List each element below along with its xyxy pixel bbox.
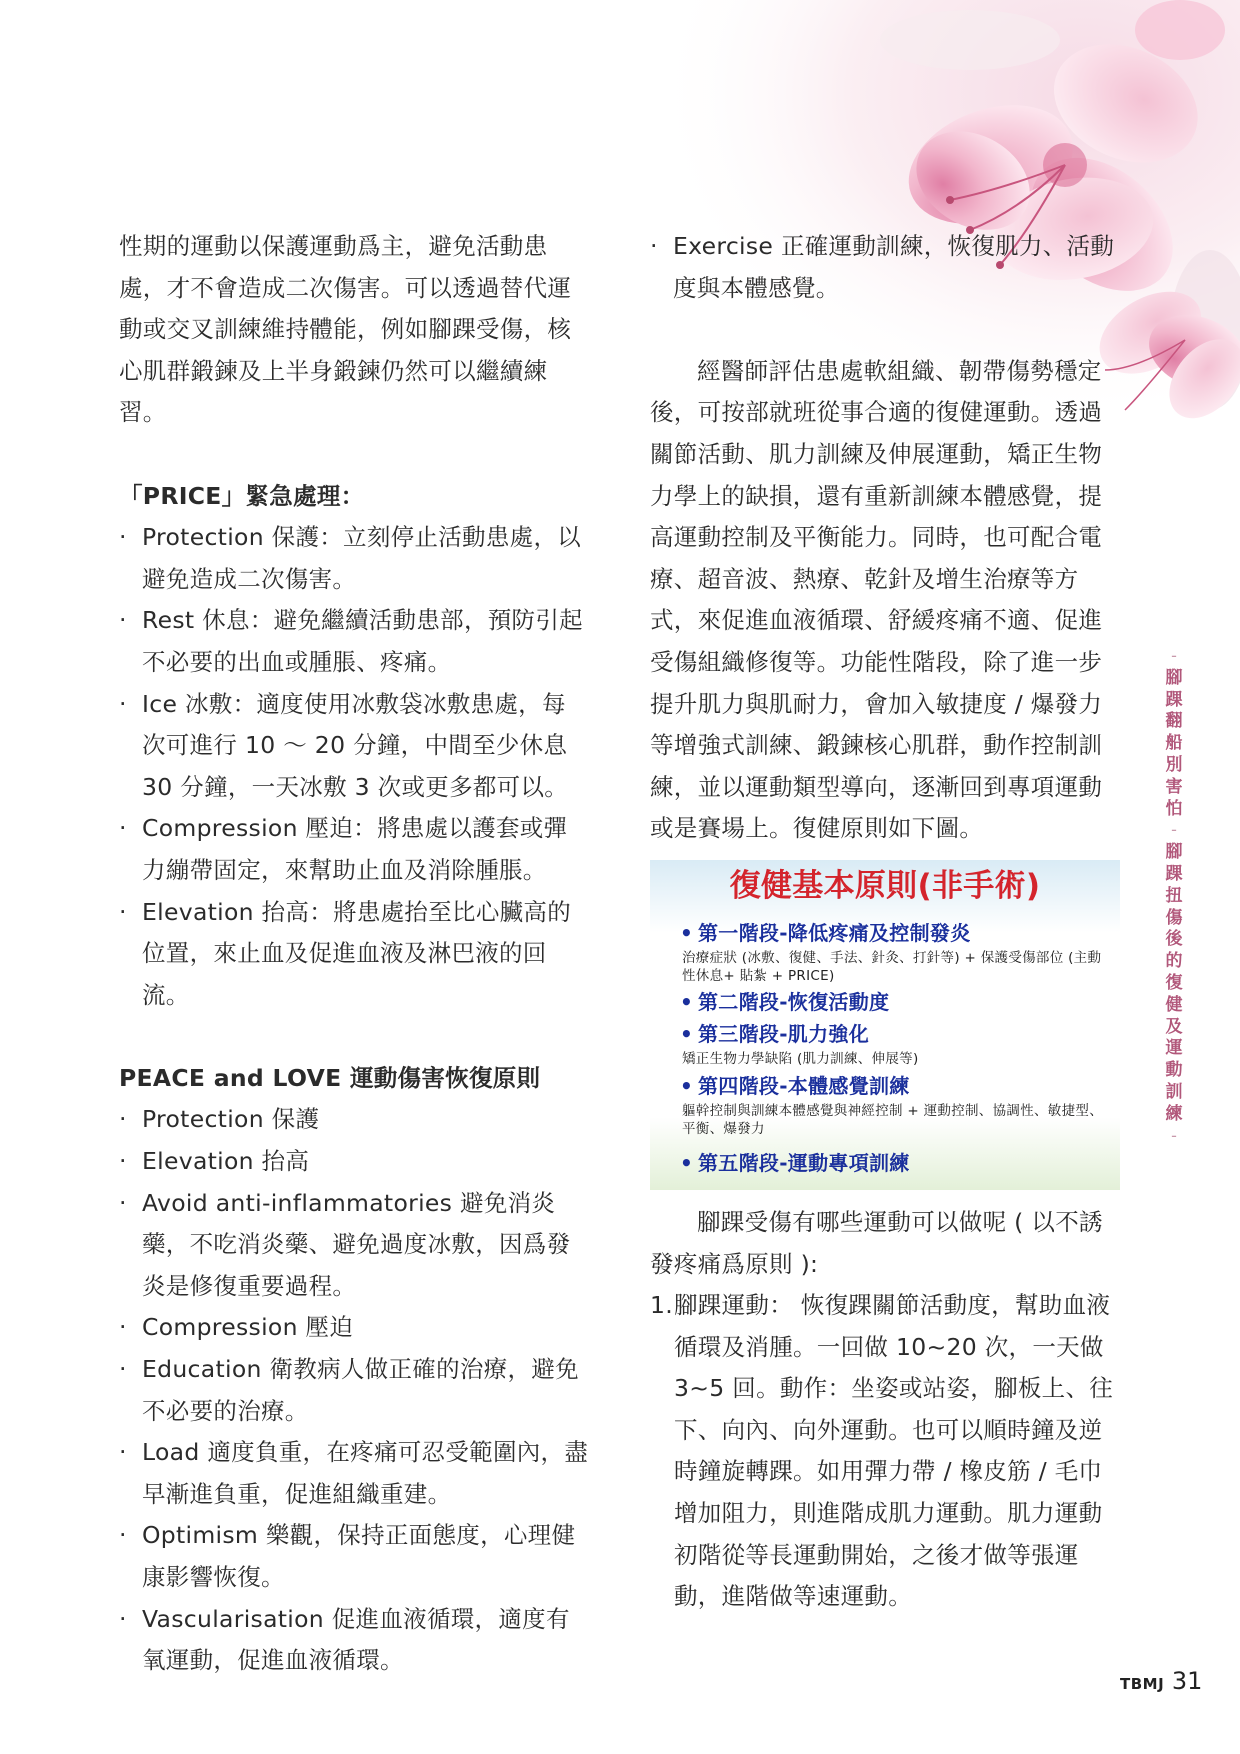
list-item: ‧ Rest 休息：避免繼續活動患部，預防引起不必要的出血或腫脹、疼痛。: [119, 606, 583, 676]
stage-2: • 第二階段-恢復活動度: [680, 989, 890, 1014]
list-item: ‧ Ice 冰敷：適度使用冰敷袋冰敷患處，每次可進行 10 ～ 20 分鐘，中間至少休息 30 分鐘，一天冰敷 3 次或更多都可以。: [119, 689, 569, 801]
peace-love-heading: PEACE and LOVE 運動傷害恢復原則: [119, 1063, 541, 1092]
stage-5: • 第五階段-運動專項訓練: [680, 1150, 910, 1175]
price-heading: 「PRICE」緊急處理：: [119, 481, 365, 510]
list-item: ‧ Elevation 抬高：將患處抬至比心臟高的位置，來止血及促進血液及淋巴液的回流。: [119, 897, 572, 1009]
list-item: ‧ Compression 壓迫: [119, 1313, 354, 1342]
list-item: ‧ Exercise 正確運動訓練，恢復肌力、活動度與本體感覺。: [650, 232, 1115, 302]
rehab-figure-title: 復健基本原則(非手術): [729, 867, 1041, 904]
list-item: ‧ Compression 壓迫：將患處以護套或彈力繃帶固定，來幫助止血及消除腫脹。: [119, 814, 568, 884]
rehab-principles-figure: [650, 860, 1120, 1190]
list-item: ‧ Elevation 抬高: [119, 1147, 310, 1176]
list-item: ‧ Protection 保護: [119, 1105, 320, 1134]
list-item: ‧ Vascularisation 促進血液循環，適度有氧運動，促進血液循環。: [119, 1604, 570, 1675]
sidebar-separator: -: [1171, 1125, 1177, 1146]
sidebar-separator: -: [1171, 820, 1177, 841]
question-paragraph: 腳踝受傷有哪些運動可以做呢 ( 以不誘發疼痛爲原則 ):: [650, 1207, 1103, 1278]
stage-4-note: 軀幹控制與訓練本體感覺與神經控制 + 運動控制、協調性、敏捷型、平衡、爆發力: [682, 1102, 1103, 1137]
stage-1: • 第一階段-降低疼痛及控制發炎: [680, 920, 971, 945]
page-footer: [1120, 1667, 1202, 1695]
rehab-paragraph: 經醫師評估患處軟組織、韌帶傷勢穩定後，可按部就班從事合適的復健運動。透過關節活動、肌力訓練及伸展運動，矯正生物力學上的缺損，還有重新訓練本體感覺，提高運動控制及平衡能力。同時，也可配合電療、超音波、熱療、乾針及增生治療等方式，來促進血液循環、舒緩疼痛不適、促進受傷組織修復等。功能性階段，除了進一步提升肌力與肌耐力，會加入敏捷度 / 爆發力等增強式訓練、鍛鍊核心肌群，動作控制訓練，並以運動類型導向，逐漸回到專項運動或是賽場上。復健原則如下圖。: [650, 356, 1103, 843]
magazine-name: TBMJ: [1120, 1675, 1165, 1693]
list-item: ‧ Load 適度負重，在疼痛可忍受範圍內，盡早漸進負重，促進組織重建。: [119, 1438, 589, 1508]
page-number: 31: [1171, 1667, 1203, 1695]
list-item: ‧ Optimism 樂觀，保持正面態度，心理健康影響恢復。: [119, 1521, 576, 1591]
stage-1-note: 治療症狀 (冰敷、復健、手法、針灸、打針等) + 保護受傷部位 (主動性休息+ 貼紮 + PRICE): [682, 949, 1102, 984]
list-item: ‧ Protection 保護：立刻停止活動患處，以避免造成二次傷害。: [119, 523, 582, 593]
left-column: [119, 226, 589, 1682]
stage-4: • 第四階段-本體感覺訓練: [680, 1073, 910, 1098]
sidebar-title-2: 腳踝扭傷後的復健及運動訓練: [1165, 842, 1183, 1124]
sidebar-title-1: 腳踝翻船別害怕: [1165, 667, 1183, 819]
list-item: 1.腳踝運動： 恢復踝關節活動度，幫助血液循環及消腫。一回做 10~20 次，一天做 3~5 回。動作：坐姿或站姿，腳板上、往下、向內、向外運動。也可以順時鐘及逆時鐘旋轉踝。如用彈力帶 / 橡皮筋 / 毛巾增加阻力，則進階成肌力運動。肌力運動初階從等長運動開始，之後才做等張運動，進階做等速運動。: [650, 1291, 1114, 1611]
list-item: ‧ Avoid anti-inflammatories 避免消炎藥，不吃消炎藥、避免過度冰敷，因爲發炎是修復重要過程。: [119, 1188, 571, 1300]
intro-paragraph: 性期的運動以保護運動爲主，避免活動患處，才不會造成二次傷害。可以透過替代運動或交叉訓練維持體能，例如腳踝受傷，核心肌群鍛鍊及上半身鍛鍊仍然可以繼續練習。: [119, 232, 572, 427]
list-item: ‧ Education 衛教病人做正確的治療，避免不必要的治療。: [119, 1355, 579, 1425]
stage-3-note: 矯正生物力學缺陷 (肌力訓練、伸展等): [682, 1050, 919, 1067]
right-column: [650, 226, 1125, 1618]
sidebar-separator: -: [1171, 646, 1177, 666]
sidebar-article-title: [1162, 646, 1186, 1147]
stage-3: • 第三階段-肌力強化: [680, 1021, 870, 1046]
